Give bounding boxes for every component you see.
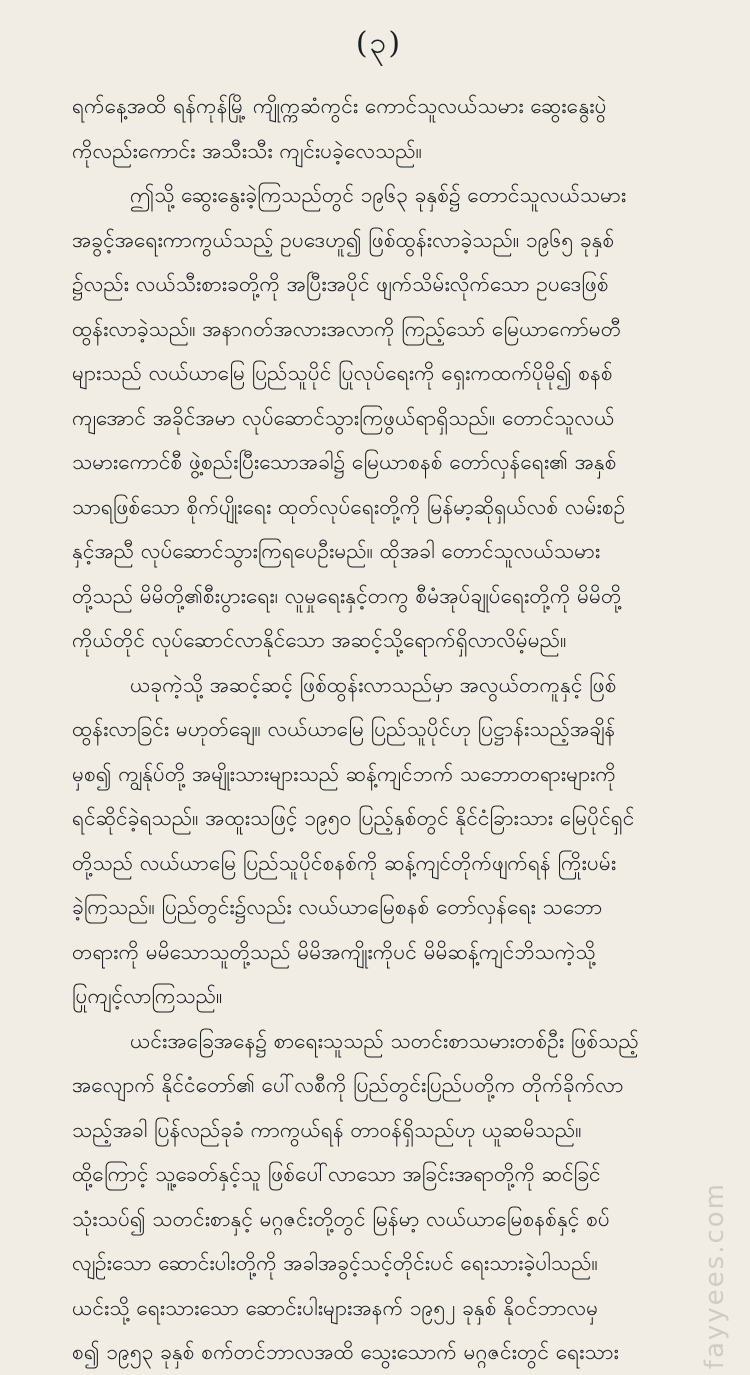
text-line: ကိုယ်တိုင် လုပ်ဆောင်လာနိုင်သော အဆင့်သို့ရောက်ရှိလာလိမ့်မည်။	[72, 628, 567, 652]
text-line: ထွန်းလာခြင်း မဟုတ်ချေ။ လယ်ယာမြေ ပြည်သူပိုင်ဟု ပြဋ္ဌာန်းသည့်အချိန်	[72, 717, 616, 741]
text-line: ထို့ကြောင့် သူ့ခေတ်နှင့်သူ ဖြစ်ပေါ်လာသော အခြင်းအရာတို့ကို ဆင်ခြင်	[72, 1162, 601, 1186]
text-line: ကျအောင် အခိုင်အမာ လုပ်ဆောင်သွားကြဖွယ်ရာရှိသည်။ တောင်သူလယ်	[72, 405, 615, 430]
text-line: တရားကို မမိသောသူတို့သည် မိမိအကျိုးကိုပင် မိမိဆန့်ကျင်ဘိသကဲ့သို့	[72, 939, 596, 964]
text-line: လျဉ်းသော ဆောင်းပါးတို့ကို အခါအခွင့်သင့်တိုင်းပင် ရေးသားခဲ့ပါသည်။	[72, 1251, 598, 1275]
text-line: ယင်းသို့ ရေးသားသော ဆောင်းပါးများအနက် ၁၉၅၂ ခုနှစ် နိုဝင်ဘာလမှ	[72, 1295, 599, 1320]
body-text	[72, 84, 686, 1375]
page-number: (၃)	[355, 26, 403, 61]
text-line: မှစ၍ ကျွန်ုပ်တို့ အမျိုးသားများသည် ဆန့်ကျင်ဘက် သဘောတရားများကို	[72, 761, 616, 786]
text-line: ထွန်းလာခဲ့သည်။ အနာဂတ်အလားအလာကို ကြည့်သော် မြေယာကော်မတီ	[72, 316, 622, 341]
text-line: နှင့်အညီ လုပ်ဆောင်သွားကြရပေဦးမည်။ ထိုအခါ တောင်သူလယ်သမား	[72, 539, 601, 563]
text-line: စ၍ ၁၉၅၃ ခုနှစ် စက်တင်ဘာလအထိ သွေးသောက် မဂ္ဂဇင်းတွင် ရေးသား	[72, 1340, 619, 1364]
watermark: fayyees.com	[700, 1182, 730, 1370]
text-line: အလျောက် နိုင်ငံတော်၏ ပေါ်လစီကို ပြည်တွင်းပြည်ပတို့က တိုက်ခိုက်လာ	[72, 1073, 624, 1097]
text-line: ရက်နေ့အထိ ရန်ကုန်မြို့ ကျိုက္ကဆံကွင်း ကောင်သူလယ်သမား ဆွေးနွေးပွဲ	[72, 94, 607, 118]
text-line: ခဲ့ကြသည်။ ပြည်တွင်း၌လည်း လယ်ယာမြေစနစ် တော်လှန်ရေး သဘော	[72, 895, 603, 919]
text-line: ရင်ဆိုင်ခဲ့ရသည်။ အထူးသဖြင့် ၁၉၅၀ ပြည့်နှစ်တွင် နိုင်ငံခြားသား မြေပိုင်ရှင်	[72, 806, 635, 830]
text-line: တို့သည် လယ်ယာမြေ ပြည်သူပိုင်စနစ်ကို ဆန့်ကျင်တိုက်ဖျက်ရန် ကြိုးပမ်း	[72, 850, 617, 875]
text-line: တို့သည် မိမိတို့၏စီးပွားရေး၊ လူမှုရေးနှင့်တကွ စီမံအုပ်ချုပ်ရေးတို့ကို မိမိတို့	[72, 583, 622, 608]
text-line: ယခုကဲ့သို့ အဆင့်ဆင့် ဖြစ်ထွန်းလာသည်မှာ အလွယ်တကူနှင့် ဖြစ်	[130, 672, 617, 697]
text-line: သည့်အခါ ပြန်လည်ခုခံ ကာကွယ်ရန် တာဝန်ရှိသည်ဟု ယူဆမိသည်။	[72, 1117, 582, 1142]
text-line: ပြုကျင့်လာကြသည်။	[72, 984, 223, 1008]
text-line: ကိုလည်းကောင်း အသီးသီး ကျင်းပခဲ့လေသည်။	[72, 138, 423, 163]
text-line: ဤသို့ ဆွေးနွေးခဲ့ကြသည်တွင် ၁၉၆၃ ခုနှစ်၌ တောင်သူလယ်သမား	[130, 183, 627, 207]
text-line: သုံးသပ်၍ သတင်းစာနှင့် မဂ္ဂဇင်းတို့တွင် မြန်မာ့ လယ်ယာမြေစနစ်နှင့် စပ်	[72, 1206, 610, 1231]
text-line: ယင်းအခြေအနေ၌ စာရေးသူသည် သတင်းစာသမားတစ်ဦး ဖြစ်သည့်	[130, 1028, 639, 1053]
text-line: သာရဖြစ်သော စိုက်ပျိုးရေး ထုတ်လုပ်ရေးတို့ကို မြန်မာ့ဆိုရှယ်လစ် လမ်းစဉ်	[72, 494, 626, 519]
text-line: အခွင့်အရေးကာကွယ်သည့် ဥပဒေဟူ၍ ဖြစ်ထွန်းလာခဲ့သည်။ ၁၉၆၅ ခုနှစ်	[72, 227, 615, 252]
text-line: ၌လည်း လယ်သီးစားခတို့ကို အပြီးအပိုင် ဖျက်သိမ်းလိုက်သော ဥပဒေဖြစ်	[72, 272, 609, 296]
text-line: သမားကောင်စီ ဖွဲ့စည်းပြီးသောအခါ၌ မြေယာစနစ် တော်လှန်ရေး၏ အနှစ်	[72, 450, 617, 474]
text-line: များသည် လယ်ယာမြေ ပြည်သူပိုင် ပြုလုပ်ရေးကို ရှေးကထက်ပိုမို၍ စနစ်	[72, 361, 613, 385]
